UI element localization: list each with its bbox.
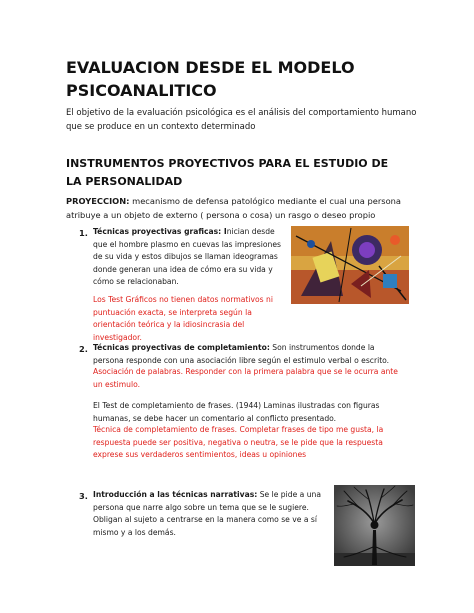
tree-figure-image: [334, 485, 415, 566]
item-2-heading: Técnicas proyectivas de completamiento:: [93, 343, 270, 352]
projection-definition: [66, 195, 416, 222]
intro-paragraph: El objetivo de la evaluación psicológica es el análisis del comportamiento humano que se produce en un contexto determinado: [66, 108, 417, 132]
item-2-extra-text: El Test de completamiento de frases. (1944) Laminas ilustradas con figuras humanas, se debe hacer un comentario al conflicto presentado.: [93, 401, 380, 423]
item-2-text: Son instrumentos donde la persona responde con una asociación libre según el estimulo verbal o escrito.: [93, 343, 390, 365]
definition-text: mecanismo de defensa patológico mediante el cual una persona atribuye a un objeto de externo ( persona o cosa) un rasgo o deseo propio: [66, 196, 402, 220]
item-number-3: 3.: [79, 491, 88, 501]
item-3-text: Se le pide a una persona que narre algo sobre un tema que se le sugiere. Obligan al sujeto a centrarse en la manera como se ve a sí mismo y a los demás.: [93, 490, 321, 537]
item-3-heading: Introducción a las técnicas narrativas:: [93, 490, 258, 499]
item-1-body: [93, 226, 285, 289]
item-1-heading: Técnicas proyectivas graficas: I: [93, 227, 227, 236]
item-2-note: Asociación de palabras. Responder con la primera palabra que se le ocurra ante un estimulo.: [93, 367, 398, 389]
section-heading: INSTRUMENTOS PROYECTIVOS PARA EL ESTUDIO DE LA PERSONALIDAD: [66, 157, 389, 188]
item-number-2: 2.: [79, 344, 88, 354]
item-1-text: nician desde que el hombre plasmo en cuevas las impresiones de su vida y estos dibujos se llaman ideogramas donde generan una idea de cómo era su vida y cómo se relacionaban.: [93, 227, 281, 286]
item-1-note: Los Test Gráficos no tienen datos normativos ni puntuación exacta, se interpreta según la orientación teórica y la idiosincrasia del investigador.: [93, 295, 273, 342]
item-2-extra-note: Técnica de completamiento de frases. Completar frases de tipo me gusta, la respuesta puede ser positiva, negativa o neutra, se le pide que la respuesta exprese sus verdaderos sentimientos, ideas u opiniones: [93, 425, 384, 459]
item-2-body: [93, 342, 398, 367]
abstract-painting-image: [291, 226, 409, 304]
item-3-body: [93, 489, 329, 539]
document-title: EVALUACION DESDE EL MODELO PSICOANALITICO: [66, 58, 355, 100]
definition-term: PROYECCION:: [66, 196, 130, 206]
item-number-1: 1.: [79, 228, 88, 238]
